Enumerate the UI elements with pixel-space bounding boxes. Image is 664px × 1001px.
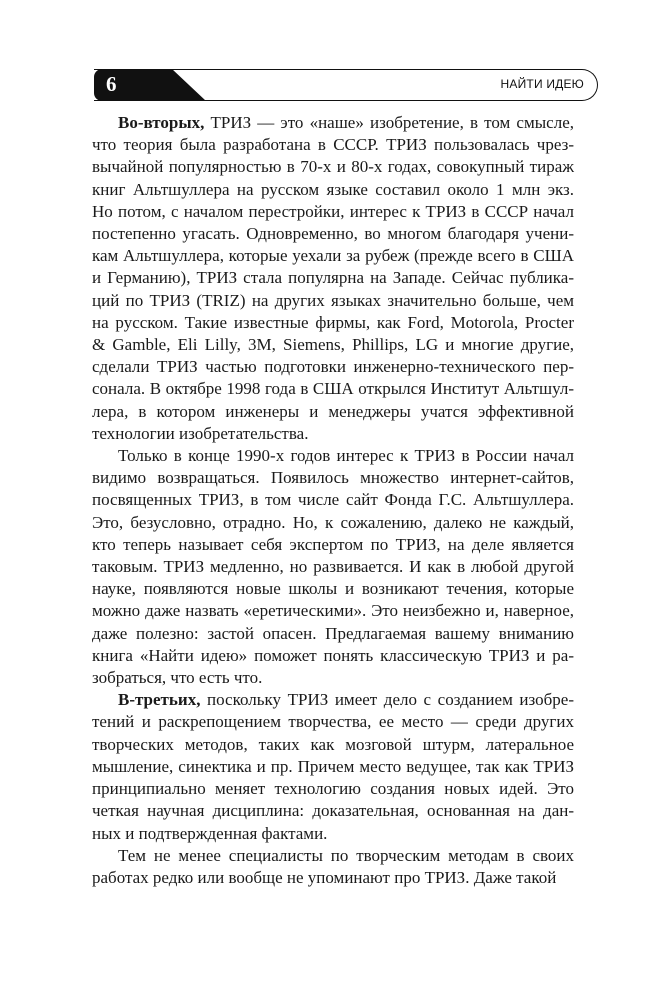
text-line (92, 223, 574, 245)
text-line (92, 645, 574, 667)
text-line (92, 867, 574, 889)
text-line (92, 689, 574, 711)
line-text: поскольку ТРИЗ имеет дело с созданием изобре- (200, 690, 574, 710)
paragraph-lead: Во-вторых, (118, 113, 205, 132)
line-text: ТРИЗ — это «наше» изобретение, в том смысле, (204, 113, 574, 132)
text-line (92, 290, 574, 312)
line-text: работах редко или вообще не упоминают про ТРИЗ. Даже такой (92, 867, 557, 887)
text-line (92, 112, 574, 134)
line-text: & Gamble, Eli Lilly, 3M, Siemens, Phillips, LG и многие другие, (92, 335, 574, 355)
text-line (92, 667, 574, 689)
line-text: книга «Найти идею» поможет понять классическую ТРИЗ и ра- (92, 645, 574, 665)
line-text: ций по ТРИЗ (TRIZ) на других языках значительно больше, чем (92, 290, 574, 310)
text-line (92, 600, 574, 622)
line-text: творческих методов, таких как мозговой штурм, латеральное (92, 734, 574, 754)
line-text: на русском. Такие известные фирмы, как Ford, Motorola, Procter (92, 312, 574, 332)
paragraph (92, 845, 574, 889)
running-title: НАЙТИ ИДЕЮ (500, 77, 584, 91)
paragraph (92, 689, 574, 844)
page-number: 6 (106, 72, 117, 96)
text-line (92, 778, 574, 800)
line-text: видимо возвращаться. Появилось множество интернет-сайтов, (92, 468, 574, 488)
text-line (92, 556, 574, 578)
text-line (92, 711, 574, 733)
line-text: науке, появляются новые школы и возникают течения, которые (92, 579, 574, 599)
text-line (92, 356, 574, 378)
text-line (92, 467, 574, 489)
line-text: технологии изобретательства. (92, 423, 309, 443)
line-text: кам Альтшуллера, которые уехали за рубеж (прежде всего в США (92, 246, 574, 266)
paragraph (92, 445, 574, 689)
text-line (92, 845, 574, 867)
line-text: ных и подтвержденная фактами. (92, 823, 328, 843)
text-line (92, 156, 574, 178)
line-text: Тем не менее специалисты по творческим методам в своих (118, 845, 574, 865)
text-line (92, 756, 574, 778)
line-text: что теория была разработана в СССР. ТРИЗ пользовалась чрез- (92, 135, 574, 155)
line-text: посвященных ТРИЗ, в том числе сайт Фонда Г.С. Альтшуллера. (92, 490, 574, 510)
line-text: таковым. ТРИЗ медленно, но развивается. И как в любой другой (92, 557, 574, 577)
text-line (92, 489, 574, 511)
line-text: сонала. В октябре 1998 года в США открылся Институт Альтшул- (92, 379, 574, 399)
line-text: даже полезно: застой опасен. Предлагаемая вашему вниманию (92, 623, 574, 643)
line-text: Это, безусловно, отрадно. Но, к сожалению, далеко не каждый, (92, 512, 574, 532)
line-text: вычайной популярностью в 70-х и 80-х годах, совокупный тираж (92, 157, 574, 177)
line-text: кто теперь называет себя экспертом по ТРИЗ, на деле является (92, 534, 574, 554)
text-line (92, 823, 574, 845)
text-line (92, 245, 574, 267)
text-line (92, 267, 574, 289)
text-line (92, 578, 574, 600)
line-text: Только в конце 1990-х годов интерес к ТРИЗ в России начал (118, 446, 574, 466)
line-text: принципиально меняет технологию создания новых идей. Это (92, 779, 574, 799)
text-line (92, 534, 574, 556)
line-text: и Германию), ТРИЗ стала популярна на Западе. Сейчас публика- (92, 268, 574, 288)
line-text: можно даже назвать «еретическими». Это неизбежно и, наверное, (92, 601, 574, 621)
text-line (92, 623, 574, 645)
line-text: четкая научная дисциплина: доказательная, основанная на дан- (92, 801, 574, 821)
paragraph (92, 112, 574, 445)
paragraph-lead: В-третьих, (118, 690, 201, 710)
text-line (92, 800, 574, 822)
line-text: постепенно угасать. Одновременно, во многом благодаря учени- (92, 224, 574, 244)
line-text: тений и раскрепощением творчества, ее место — среди других (92, 712, 574, 732)
text-line (92, 134, 574, 156)
line-text: зобраться, что есть что. (92, 668, 263, 688)
text-line (92, 312, 574, 334)
text-line (92, 201, 574, 223)
text-line (92, 445, 574, 467)
running-header (94, 69, 598, 101)
text-line (92, 734, 574, 756)
text-line (92, 334, 574, 356)
body-text (92, 112, 574, 889)
line-text: Но потом, с началом перестройки, интерес к ТРИЗ в СССР начал (92, 201, 574, 221)
line-text: сделали ТРИЗ частью подготовки инженерно-технического пер- (92, 357, 574, 377)
line-text: мышление, синектика и пр. Причем место ведущее, так как ТРИЗ (92, 756, 574, 776)
text-line (92, 401, 574, 423)
text-line (92, 179, 574, 201)
text-line (92, 378, 574, 400)
text-line (92, 512, 574, 534)
text-line (92, 423, 574, 445)
line-text: лера, в котором инженеры и менеджеры учатся эффективной (92, 401, 574, 421)
line-text: книг Альтшуллера на русском языке составил около 1 млн экз. (92, 179, 574, 199)
